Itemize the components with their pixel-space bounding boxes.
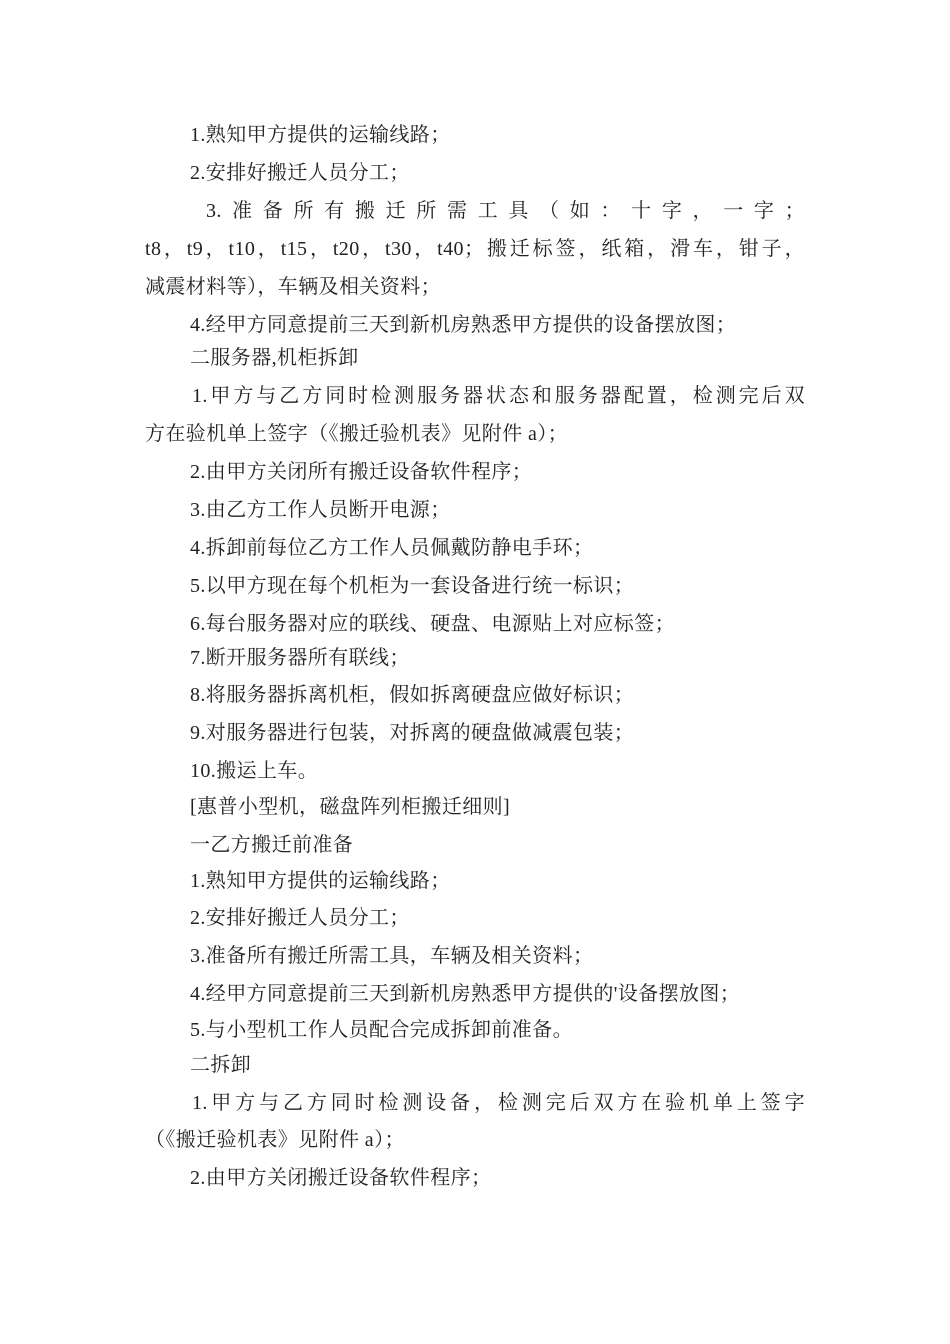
paragraph-line: 减震材料等），车辆及相关资料；: [145, 276, 441, 298]
paragraph-line: 2.由甲方关闭搬迁设备软件程序；: [190, 1167, 492, 1189]
paragraph-line: 1.熟知甲方提供的运输线路；: [190, 124, 451, 146]
paragraph-line: 1.熟知甲方提供的运输线路；: [190, 870, 451, 892]
section-heading: 二服务器,机柜拆卸: [190, 347, 359, 369]
paragraph-line: 3.准备所有搬迁所需工具，车辆及相关资料；: [190, 945, 594, 967]
paragraph-line: 6.每台服务器对应的联线、硬盘、电源贴上对应标签；: [190, 613, 675, 635]
paragraph-line: 方在验机单上签字（《搬迁验机表》见附件 a）；: [145, 423, 569, 445]
section-heading: [惠普小型机，磁盘阵列柜搬迁细则]: [190, 796, 511, 818]
paragraph-line: 5.与小型机工作人员配合完成拆卸前准备。: [190, 1019, 573, 1041]
paragraph-line: （《搬迁验机表》见附件 a）；: [145, 1129, 405, 1151]
paragraph-line: 10.搬运上车。: [190, 760, 319, 782]
paragraph-line: 2.安排好搬迁人员分工；: [190, 162, 410, 184]
paragraph-line: 8.将服务器拆离机柜，假如拆离硬盘应做好标识；: [190, 684, 635, 706]
paragraph-line: 4.经甲方同意提前三天到新机房熟悉甲方提供的'设备摆放图；: [190, 983, 741, 1005]
paragraph-line: 2.由甲方关闭所有搬迁设备软件程序；: [190, 461, 533, 483]
paragraph-line: 5.以甲方现在每个机柜为一套设备进行统一标识；: [190, 575, 635, 597]
paragraph-line: 1.甲方与乙方同时检测服务器状态和服务器配置，检测完后双: [192, 385, 805, 407]
paragraph-line: 3.准备所有搬迁所需工具（如：十字，一字；: [206, 200, 805, 222]
paragraph-line: 2.安排好搬迁人员分工；: [190, 907, 410, 929]
paragraph-line: 4.经甲方同意提前三天到新机房熟悉甲方提供的设备摆放图；: [190, 314, 737, 336]
paragraph-line: 1.甲方与乙方同时检测设备，检测完后双方在验机单上签字: [192, 1092, 805, 1114]
section-heading: 二拆卸: [190, 1054, 252, 1076]
paragraph-line: 4.拆卸前每位乙方工作人员佩戴防静电手环；: [190, 537, 594, 559]
paragraph-line: 3.由乙方工作人员断开电源；: [190, 499, 451, 521]
paragraph-line: t8，t9，t10，t15，t20，t30，t40；搬迁标签，纸箱，滑车，钳子，: [145, 238, 805, 260]
paragraph-line: 7.断开服务器所有联线；: [190, 647, 410, 669]
paragraph-line: 9.对服务器进行包装，对拆离的硬盘做减震包装；: [190, 722, 635, 744]
section-heading: 一乙方搬迁前准备: [190, 834, 354, 856]
